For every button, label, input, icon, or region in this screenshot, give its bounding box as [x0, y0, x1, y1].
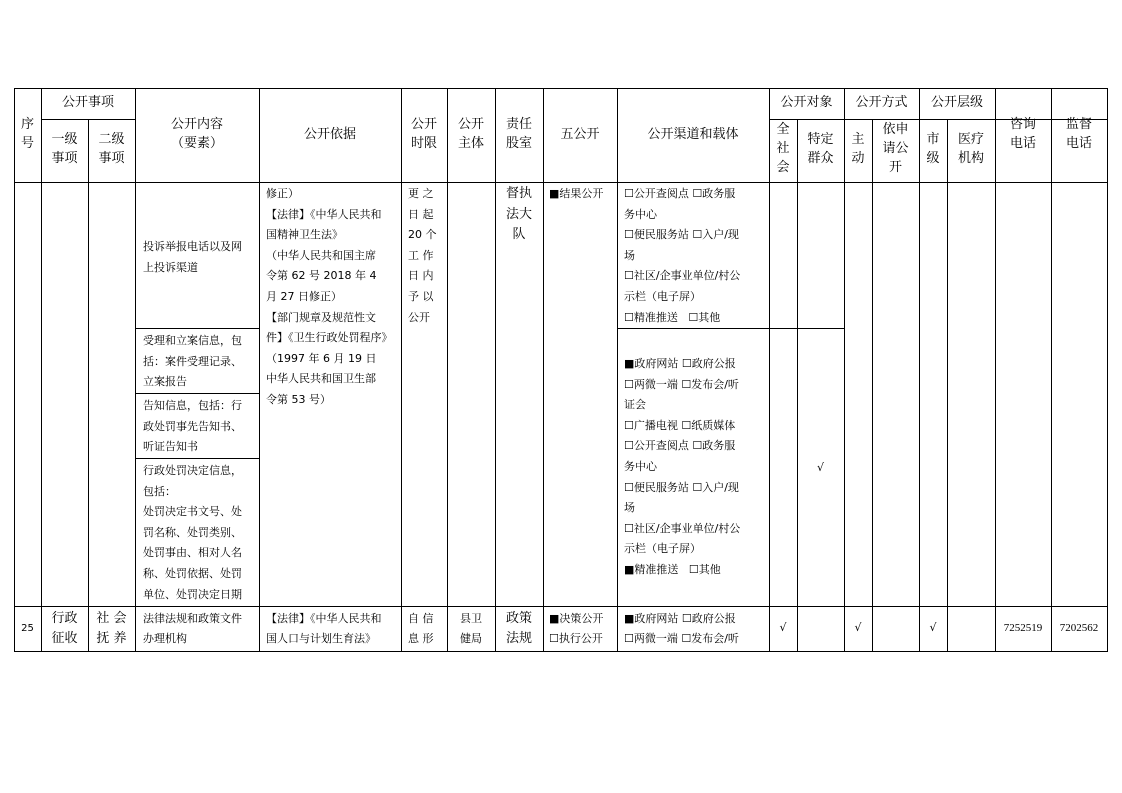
- content-acceptance-info: 受理和立案信息，包 括：案件受理记录、 立案报告: [143, 334, 242, 389]
- header-shiji: 市 级: [926, 132, 940, 166]
- column-border: [797, 119, 798, 652]
- column-border: [135, 88, 136, 652]
- row25-subject: 县卫 健局: [460, 612, 482, 645]
- channel-list-1: ☐公开查阅点 ☐政务服 务中心 ☐便民服务站 ☐入户/现 场 ☐社区/企事业单位/村公 示栏（电子屏） ☐精准推送 ☐其他: [624, 187, 741, 324]
- header-fangshi: 公开方式: [855, 95, 908, 110]
- channel-list-2: ■政府网站 ☐政府公报 ☐两微一端 ☐发布会/听 证会 ☐广播电视 ☐纸质媒体 ☐公开查阅点 ☐政务服 务中心 ☐便民服务站 ☐入户/现 场 ☐社区/企事业单位/村公 示栏（电子屏） ■精准推送 ☐其他: [624, 357, 741, 576]
- row25-all-society-check: √: [779, 621, 787, 634]
- column-border: [543, 88, 544, 652]
- consult-phone: 7252519: [1003, 622, 1043, 634]
- header-wugongkai: 五公开: [560, 127, 600, 142]
- row-divider: [135, 458, 259, 459]
- content-complaint-channels: 投诉举报电话以及网 上投诉渠道: [143, 240, 242, 274]
- column-border: [259, 88, 260, 652]
- header-erji: 二级 事项: [98, 132, 125, 166]
- row-number: 25: [21, 623, 34, 634]
- row-divider: [769, 328, 844, 329]
- column-border: [1107, 88, 1108, 652]
- row25-channel: ■政府网站 ☐政府公报 ☐两微一端 ☐发布会/听: [624, 612, 739, 645]
- specific-group-check: √: [816, 461, 824, 474]
- column-border: [919, 88, 920, 652]
- row25-active-check: √: [854, 621, 862, 634]
- row25-time-limit: 自 信 息 形: [408, 612, 434, 645]
- column-border: [844, 88, 845, 652]
- column-border: [41, 88, 42, 652]
- column-border: [495, 88, 496, 652]
- column-border: [88, 119, 89, 652]
- row25-dept: 政策 法规: [505, 611, 532, 646]
- header-teding: 特定 群众: [807, 132, 834, 166]
- row-divider: [135, 328, 259, 329]
- column-border: [401, 88, 402, 652]
- header-quanshehui: 全 社 会: [776, 122, 790, 175]
- five-open-type: ■结果公开: [549, 187, 604, 200]
- header-yiliao: 医疗 机构: [957, 132, 984, 166]
- header-duixiang: 公开对象: [780, 95, 833, 110]
- column-border: [872, 119, 873, 652]
- column-border: [447, 88, 448, 652]
- table-top-border: [14, 88, 1108, 89]
- header-neirong: 公开内容 （要素）: [170, 117, 223, 151]
- level2-item: 社 会 抚 养: [96, 611, 127, 646]
- time-limit-text: 更 之 日 起 20 个 工 作 日 内 予 以 公开: [408, 187, 437, 324]
- header-cengji: 公开层级: [930, 95, 983, 110]
- content-notification-info: 告知信息，包括：行 政处罚事先告知书、 听证告知书: [143, 399, 242, 454]
- header-qudao: 公开渠道和载体: [647, 127, 739, 142]
- header-guzhi: 责任 股室: [505, 117, 532, 151]
- header-zixun: 咨询 电话: [1009, 117, 1036, 151]
- column-border: [617, 88, 618, 652]
- row25-city-check: √: [929, 621, 937, 634]
- row-divider: [14, 606, 1108, 607]
- header-shixian: 公开 时限: [410, 117, 437, 151]
- header-yiju: 公开依据: [303, 127, 356, 142]
- row25-basis: 【法律】《中华人民共和 国人口与计划生育法》: [266, 612, 382, 645]
- header-zhudong: 主 动: [851, 132, 865, 166]
- column-border: [1051, 88, 1052, 652]
- row-divider: [135, 393, 259, 394]
- column-border: [947, 119, 948, 652]
- level1-item: 行政 征收: [51, 611, 78, 646]
- supervise-phone: 7202562: [1059, 622, 1099, 634]
- content-penalty-decision-info: 行政处罚决定信息， 包括： 处罚决定书文号、处 罚名称、处罚类别、 处罚事由、相对人名 称、处罚依据、处罚 单位、处罚决定日期: [143, 464, 242, 601]
- header-bottom-border: [14, 182, 1108, 183]
- legal-basis-text: 修正） 【法律】《中华人民共和 国精神卫生法》 （中华人民共和国主席 令第 62 号 2018 年 4 月 27 日修正） 【部门规章及规范性文 件】《卫生行政处罚程序》 （1997 年 6 月 19 日 中华人民共和国卫生部 令第 53 号）: [266, 187, 393, 406]
- responsible-dept: 督执 法大 队: [505, 186, 532, 243]
- header-gongkai-shixiang: 公开事项: [61, 95, 114, 110]
- column-border: [995, 88, 996, 652]
- header-zhuti: 公开 主体: [457, 117, 484, 151]
- header-yishenqing: 依申 请公 开: [882, 122, 909, 175]
- header-yiji: 一级 事项: [51, 132, 78, 166]
- row25-content: 法律法规和政策文件 办理机构: [143, 612, 242, 645]
- header-xuhao: 序 号: [20, 117, 34, 151]
- table-bottom-border: [14, 651, 1108, 652]
- header-jiandu: 监督 电话: [1065, 117, 1092, 151]
- column-border: [14, 88, 15, 652]
- row25-five-open: ■决策公开 ☐执行公开: [549, 612, 604, 645]
